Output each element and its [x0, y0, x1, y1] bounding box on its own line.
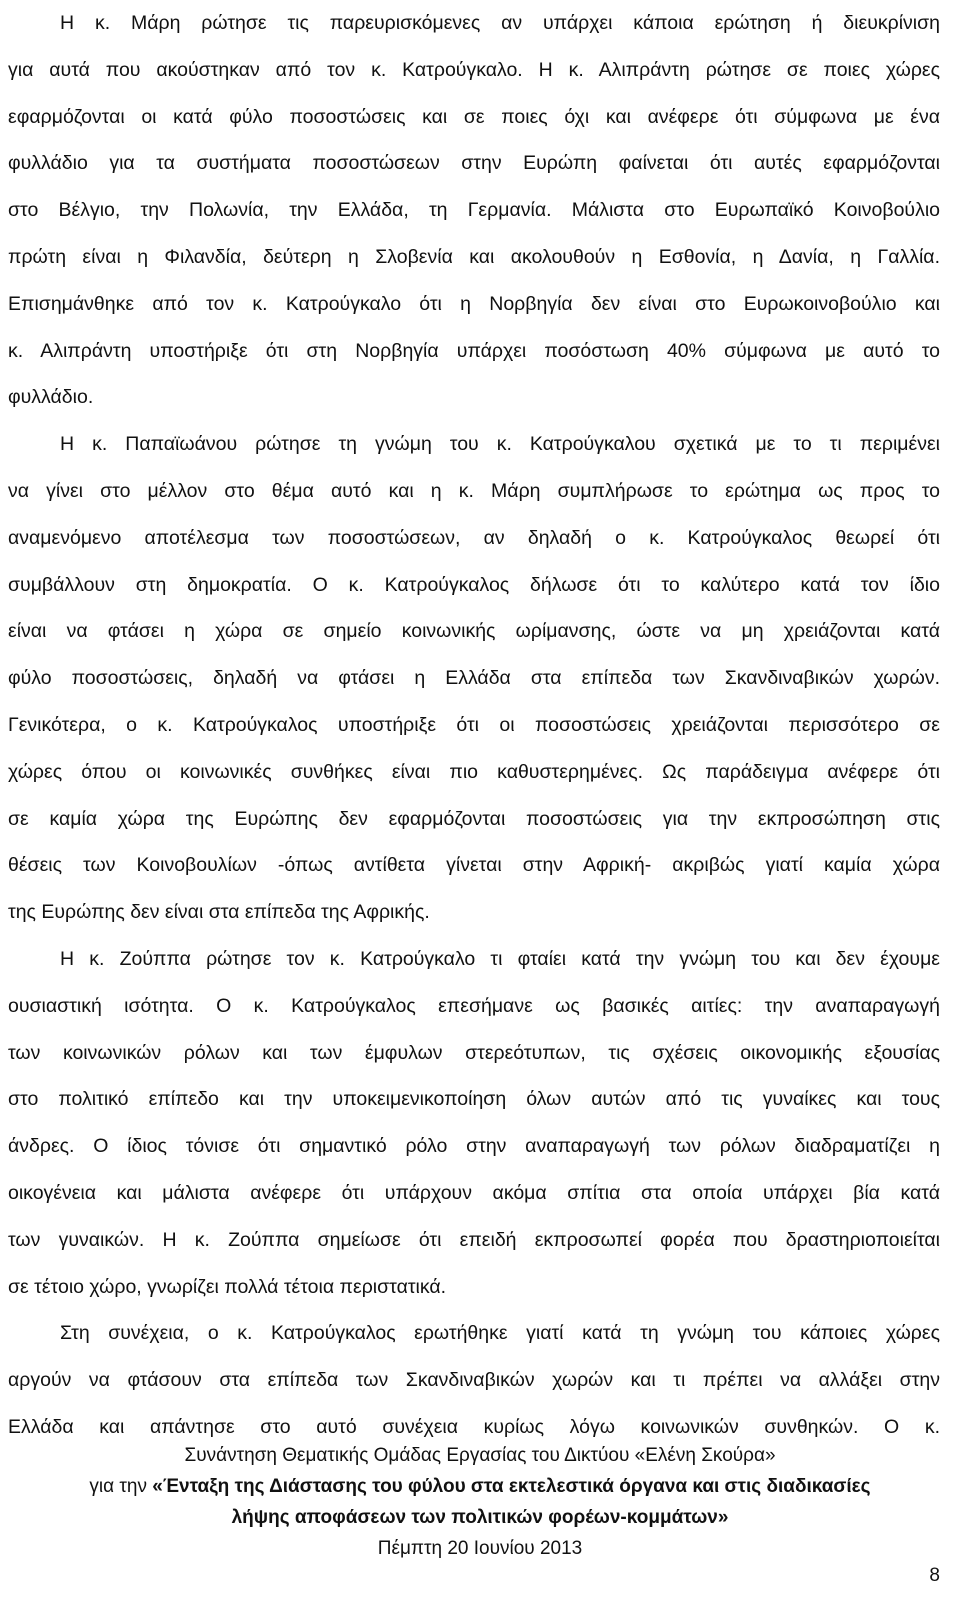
text-line: Ελλάδα και απάντησε στο αυτό συνέχεια κυρίως λόγω κοινωνικών συνθηκών. Ο κ. — [8, 1415, 940, 1438]
text-line: κ. Αλιπράντη υποστήριξε ότι στη Νορβηγία υπάρχει ποσόστωση 40% σύμφωνα με αυτό το — [8, 339, 940, 362]
text-line: πρώτη είναι η Φιλανδία, δεύτερη η Σλοβενία και ακολουθούν η Εσθονία, η Δανία, η Γαλλία. — [8, 245, 940, 268]
text-line: αργούν να φτάσουν στα επίπεδα των Σκανδιναβικών χωρών και τι πρέπει να αλλάξει στην — [8, 1369, 940, 1392]
text-line: στο πολιτικό επίπεδο και την υποκειμενικοποίηση όλων αυτών από τις γυναίκες και τους — [8, 1088, 940, 1111]
text-line: ουσιαστική ισότητα. Ο κ. Κατρούγκαλος επεσήμανε ως βασικές αιτίες: την αναπαραγωγή — [8, 994, 940, 1017]
text-line: είναι να φτάσει η χώρα σε σημείο κοινωνικής ωρίμανσης, ώστε να μη χρειάζονται κατά — [8, 620, 940, 643]
body-text — [8, 0, 940, 1451]
text-line: χώρες όπου οι κοινωνικές συνθήκες είναι πιο καθυστερημένες. Ως παράδειγμα ανέφερε ότι — [8, 760, 940, 783]
text-line: φύλο ποσοστώσεις, δηλαδή να φτάσει η Ελλάδα στα επίπεδα των Σκανδιναβικών χωρών. — [8, 667, 940, 690]
text-line: Επισημάνθηκε από τον κ. Κατρούγκαλο ότι η Νορβηγία δεν είναι στο Ευρωκοινοβούλιο και — [8, 292, 940, 315]
footer-topic-continuation: λήψης αποφάσεων των πολιτικών φορέων-κομμάτων» — [231, 1507, 729, 1528]
text-line: σε τέτοιο χώρο, γνωρίζει πολλά τέτοια περιστατικά. — [8, 1275, 447, 1298]
text-line: αναμενόμενο αποτέλεσμα των ποσοστώσεων, αν δηλαδή ο κ. Κατρούγκαλος θεωρεί ότι — [8, 526, 940, 549]
text-line: άνδρες. Ο ίδιος τόνισε ότι σημαντικό ρόλο στην αναπαραγωγή των ρόλων διαδραματίζει η — [8, 1135, 940, 1158]
text-line: Γενικότερα, ο κ. Κατρούγκαλος υποστήριξε ότι οι ποσοστώσεις χρειάζονται περισσότερο σε — [8, 713, 940, 736]
text-line: εφαρμόζονται οι κατά φύλο ποσοστώσεις και σε ποιες όχι και ανέφερε ότι σύμφωνα με ένα — [8, 105, 940, 128]
text-line: Η κ. Μάρη ρώτησε τις παρευρισκόμενες αν υπάρχει κάποια ερώτηση ή διευκρίνιση — [60, 12, 940, 34]
text-line: για αυτά που ακούστηκαν από τον κ. Κατρούγκαλο. Η κ. Αλιπράντη ρώτησε σε ποιες χώρες — [8, 58, 940, 81]
text-line: φυλλάδιο. — [8, 386, 94, 409]
text-line: σε καμία χώρα της Ευρώπης δεν εφαρμόζονται ποσοστώσεις για την εκπροσώπηση στις — [8, 807, 940, 830]
footer-topic-prefix: για την — [89, 1476, 153, 1497]
text-line: Η κ. Παπαϊωάνου ρώτησε τη γνώμη του κ. Κατρούγκαλου σχετικά με το τι περιμένει — [60, 433, 940, 456]
text-line: της Ευρώπης δεν είναι στα επίπεδα της Αφρικής. — [8, 901, 430, 924]
text-line: των κοινωνικών ρόλων και των έμφυλων στερεότυπων, τις σχέσεις οικονομικής εξουσίας — [8, 1041, 940, 1064]
text-line: θέσεις των Κοινοβουλίων -όπως αντίθετα γίνεται στην Αφρική- ακριβώς γιατί καμία χώρα — [8, 854, 940, 877]
text-line: να γίνει στο μέλλον στο θέμα αυτό και η κ. Μάρη συμπλήρωσε το ερώτημα ως προς το — [8, 479, 940, 502]
footer-topic-line — [0, 1471, 960, 1502]
text-line: συμβάλλουν στη δημοκρατία. Ο κ. Κατρούγκαλος δήλωσε ότι το καλύτερο κατά τον ίδιο — [8, 573, 940, 596]
footer-meeting-title: Συνάντηση Θεματικής Ομάδας Εργασίας του Δικτύου «Ελένη Σκούρα» — [184, 1445, 776, 1466]
text-line: των γυναικών. Η κ. Ζούππα σημείωσε ότι επειδή εκπροσωπεί φορέα που δραστηριοποιείται — [8, 1228, 940, 1251]
text-line: στο Βέλγιο, την Πολωνία, την Ελλάδα, τη Γερμανία. Μάλιστα στο Ευρωπαϊκό Κοινοβούλιο — [8, 199, 940, 222]
text-line: φυλλάδιο για τα συστήματα ποσοστώσεων στην Ευρώπη φαίνεται ότι αυτές εφαρμόζονται — [8, 152, 940, 175]
text-line: Η κ. Ζούππα ρώτησε τον κ. Κατρούγκαλο τι φταίει κατά την γνώμη του και δεν έχουμε — [60, 947, 940, 970]
text-line: οικογένεια και μάλιστα ανέφερε ότι υπάρχουν ακόμα σπίτια στα οποία υπάρχει βία κατά — [8, 1181, 940, 1204]
page-footer — [0, 1440, 960, 1564]
text-line: Στη συνέχεια, ο κ. Κατρούγκαλος ερωτήθηκε γιατί κατά τη γνώμη του κάποιες χώρες — [60, 1322, 940, 1345]
page-number: 8 — [929, 1565, 940, 1586]
footer-date: Πέμπτη 20 Ιουνίου 2013 — [377, 1538, 583, 1559]
footer-topic-bold: «Ένταξη της Διάστασης του φύλου στα εκτελεστικά όργανα και στις διαδικασίες — [152, 1476, 871, 1497]
